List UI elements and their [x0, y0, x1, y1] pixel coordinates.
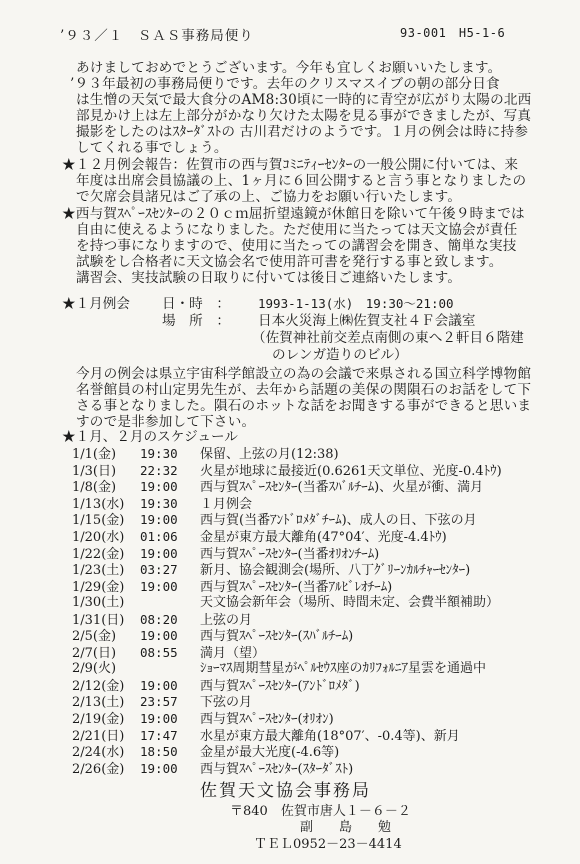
schedule-row: [72, 463, 502, 479]
schedule-date: 1/3(日): [72, 463, 117, 479]
intro-line: ’９３年最初の事務局便りです。去年のクリスマスイブの朝の部分日食: [70, 76, 500, 92]
schedule-date: 1/13(水): [72, 496, 125, 512]
schedule-event: 西与賀ｽﾍﾟｰｽｾﾝﾀｰ(ｽﾀｰﾀﾞｽﾄ): [200, 761, 354, 777]
document-title: ’９３／１ ＳＡＳ事務局便り: [60, 28, 254, 44]
schedule-row: [72, 562, 470, 578]
schedule-time: 19:00: [140, 677, 178, 693]
schedule-date: 2/12(金): [72, 678, 125, 694]
schedule-date: 1/1(金): [72, 447, 117, 462]
schedule-time: 19:30: [140, 495, 178, 511]
schedule-date: 2/5(金): [72, 629, 117, 644]
meeting-desc-line: 名誉館員の村山定男先生が、去年から話題の美保の関隕石のお話をして下: [76, 382, 532, 398]
organization-name: 佐賀天文協会事務局: [200, 781, 371, 801]
schedule-row: [72, 694, 252, 710]
schedule-row: [72, 496, 252, 512]
schedule-time: 19:00: [140, 512, 178, 528]
schedule-row: [72, 661, 486, 676]
document-reference: 93-001 H5-1-6: [400, 26, 506, 40]
schedule-event: 満月（望）: [200, 645, 266, 661]
schedule-row: [72, 628, 353, 644]
schedule-row: [72, 479, 483, 495]
meeting-place: 日本火災海上㈱佐賀支社４Ｆ会議室: [258, 313, 476, 329]
address: 〒840 佐賀市唐人１－６－２: [230, 804, 411, 819]
intro-line: 撮影をしたのはｽﾀｰﾀﾞｽﾄの 古川君だけのようです。１月の例会は時に持参: [76, 124, 529, 140]
schedule-event: １月例会: [200, 496, 253, 512]
schedule-time: 19:00: [140, 479, 178, 495]
meeting-place-note: （佐賀神社前交差点南側の東へ２軒目６階建: [252, 330, 524, 346]
schedule-event: 保留、上弦の月(12:38): [200, 447, 339, 462]
schedule-time: 19:00: [140, 578, 178, 594]
schedule-event: 西与賀ｽﾍﾟｰｽｾﾝﾀｰ(当番ｵﾘｵﾝﾁｰﾑ): [200, 546, 380, 562]
report-line: ★１２月例会報告：佐賀市の西与賀ｺﾐﾆﾃｨｰｾﾝﾀｰの一般公開に付いては、来: [62, 157, 519, 173]
schedule-date: 2/26(金): [72, 761, 125, 777]
schedule-row: [72, 595, 499, 610]
schedule-event: 天文協会新年会（場所、時間未定、会費半額補助）: [200, 595, 500, 611]
intro-line: してくれる事でしょう。: [76, 140, 228, 156]
schedule-row: [72, 546, 379, 562]
notice-line: を持つ事になりますので、使用に当たっての講習会を開き、簡単な実技: [76, 238, 517, 254]
schedule-date: 1/31(日): [72, 613, 125, 628]
schedule-event: 西与賀ｽﾍﾟｰｽｾﾝﾀｰ(当番ｽﾊﾞﾙﾁｰﾑ)、火星が衝、満月: [200, 480, 484, 496]
schedule-time: 08:55: [140, 644, 178, 660]
schedule-heading: ★１月、２月のスケジュール: [62, 429, 238, 445]
schedule-event: 水星が東方最大離角(18°07′、-0.4等)、新月: [200, 728, 460, 744]
meeting-heading: ★１月例会: [62, 296, 130, 312]
notice-line: 講習会、実技試験の日取りに付いては後日ご連絡いたします。: [76, 270, 462, 286]
schedule-date: 2/7(日): [72, 645, 117, 661]
meeting-desc-line: さる事となりました。隕石のホットな話をお聞きする事ができると思いま: [76, 398, 532, 414]
schedule-row: [72, 711, 334, 727]
intro-line: 部見かけ上は左上部分がかなり欠けた太陽を見る事ができましたが、写真: [76, 108, 532, 124]
meeting-datetime-label: 日・時 ：: [162, 296, 230, 312]
intro-line: あけましておめでとうございます。今年も宜しくお願いいたします。: [76, 60, 502, 76]
schedule-event: 西与賀ｽﾍﾟｰｽｾﾝﾀｰ(当番ｱﾙﾋﾞﾚｵﾁｰﾑ): [200, 579, 393, 595]
schedule-date: 1/29(金): [72, 579, 125, 595]
schedule-event: 上弦の月: [200, 613, 253, 628]
notice-line: 試験をし合格者に天文協会名で使用許可書を発行する事と致します。: [76, 254, 503, 270]
schedule-date: 2/21(日): [72, 728, 125, 744]
notice-line: 自由に使えるようになりました。ただ使用に当たっては天文協会が責任: [76, 222, 518, 238]
contact-name: 副 島 勉: [300, 820, 392, 835]
schedule-event: 金星が東方最大離角(47°04′、光度-4.4ﾄｳ): [200, 530, 447, 545]
schedule-row: [72, 512, 477, 528]
schedule-row: [72, 579, 392, 595]
schedule-time: 17:47: [140, 727, 178, 743]
meeting-desc-line: すので是非参加して下さい。: [76, 414, 256, 430]
schedule-date: 1/23(土): [72, 563, 125, 579]
intro-line: は生憎の天気で最大食分のAM8:30頃に一時的に青空が広がり太陽の北西: [76, 92, 532, 108]
notice-line: ★西与賀ｽﾍﾟｰｽｾﾝﾀｰの２０ｃｍ屈折望遠鏡が休館日を除いて午後９時までは: [62, 206, 525, 222]
schedule-date: 2/13(土): [72, 695, 125, 711]
meeting-desc-line: 今月の例会は県立宇宙科学館設立の為の会議で来県される国立科学博物館: [76, 366, 532, 382]
schedule-date: 1/15(金): [72, 513, 125, 529]
report-line: 年度は出席会員協議の上、1ヶ月に６回公開すると言う事となりましたの: [76, 173, 527, 189]
schedule-time: 19:00: [140, 760, 178, 776]
schedule-date: 1/8(金): [72, 480, 117, 496]
schedule-row: [72, 529, 447, 545]
schedule-time: 03:27: [140, 562, 178, 578]
schedule-row: [72, 612, 252, 628]
schedule-event: 西与賀ｽﾍﾟｰｽｾﾝﾀｰ(ｵﾘｵﾝ): [200, 712, 334, 727]
schedule-time: 18:50: [140, 744, 178, 760]
report-line: で欠席会員諸兄はご了承の上、ご協力をお願い行いたします。: [76, 189, 462, 205]
schedule-event: 西与賀(当番ｱﾝﾄﾞﾛﾒﾀﾞﾁｰﾑ)、成人の日、下弦の月: [200, 513, 477, 529]
schedule-time: 23:57: [140, 694, 178, 710]
schedule-date: 2/9(火): [72, 661, 117, 677]
schedule-date: 2/19(金): [72, 712, 125, 727]
schedule-date: 1/30(土): [72, 595, 125, 611]
schedule-time: 19:00: [140, 545, 178, 561]
meeting-place-label: 場 所 ：: [162, 313, 230, 329]
schedule-time: 19:00: [140, 711, 178, 726]
schedule-row: [72, 761, 353, 777]
schedule-date: 1/20(水): [72, 530, 125, 545]
schedule-row: [72, 728, 460, 744]
schedule-event: 下弦の月: [200, 695, 253, 711]
schedule-row: [72, 678, 360, 694]
schedule-event: 新月、協会観測会(場所、八丁ｸﾞﾘｰﾝｶﾙﾁｬｰｾﾝﾀｰ): [200, 563, 471, 579]
schedule-row: [72, 446, 339, 462]
phone-number: ＴＥＬ0952－23－4414: [254, 837, 402, 852]
schedule-time: 19:30: [140, 446, 178, 461]
schedule-time: 01:06: [140, 529, 178, 544]
meeting-datetime: 1993-1-13(水) 19:30～21:00: [258, 296, 454, 311]
schedule-event: 西与賀ｽﾍﾟｰｽｾﾝﾀｰ(ｱﾝﾄﾞﾛﾒﾀﾞ): [200, 678, 360, 694]
schedule-event: 金星が最大光度(-4.6等): [200, 745, 340, 761]
schedule-date: 1/22(金): [72, 546, 125, 562]
schedule-date: 2/24(水): [72, 745, 125, 761]
schedule-time: 19:00: [140, 628, 178, 643]
document-header: [60, 24, 550, 44]
schedule-time: 08:20: [140, 612, 178, 627]
meeting-place-note: のレンガ造りのビル）: [272, 347, 408, 363]
schedule-row: [72, 744, 339, 760]
schedule-time: 22:32: [140, 462, 178, 478]
schedule-event: 火星が地球に最接近(0.6261天文単位、光度-0.4ﾄｳ): [200, 463, 502, 479]
schedule-row: [72, 645, 265, 661]
schedule-event: ｼｮｰﾏｽ周期彗星がﾍﾟﾙｾｳｽ座のｶﾘﾌｫﾙﾆｱ星雲を通過中: [200, 661, 487, 677]
schedule-event: 西与賀ｽﾍﾟｰｽｾﾝﾀｰ(ｽﾊﾞﾙﾁｰﾑ): [200, 629, 354, 644]
